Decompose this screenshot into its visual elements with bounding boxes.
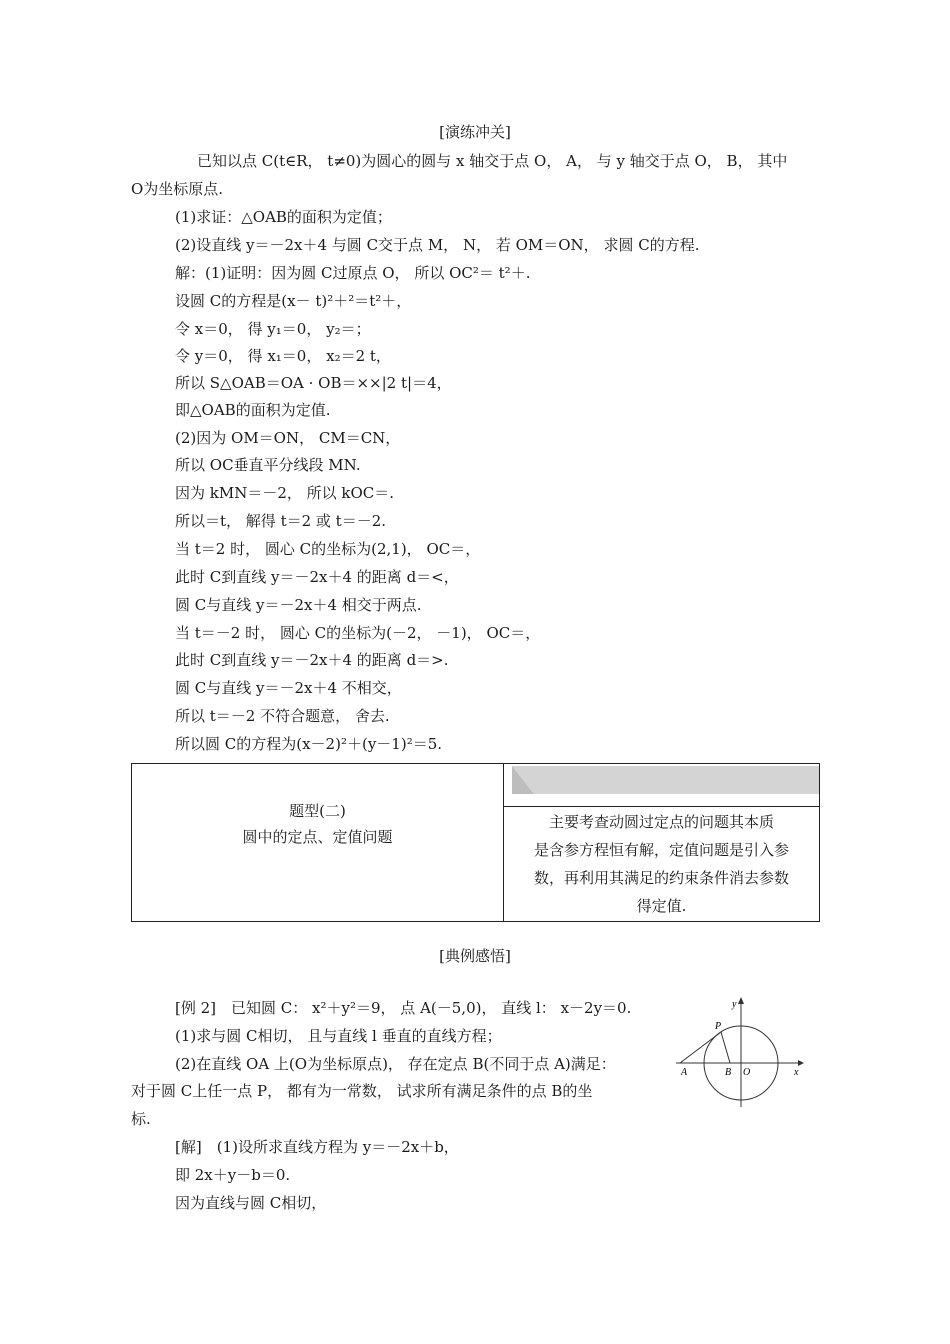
- label-y: y: [732, 999, 737, 1010]
- topic-description-cell: [504, 764, 819, 921]
- label-a: A: [681, 1067, 688, 1078]
- solution-line-7: (2)因为 OM＝ON， CM＝CN，: [175, 429, 401, 447]
- example-line-2: (1)求与圆 C相切， 且与直线 l 垂直的直线方程；: [175, 1027, 502, 1045]
- solution-line-18: 所以圆 C的方程为(x－2)²＋(y－1)²＝5.: [175, 735, 443, 753]
- solution-line-11: 当 t＝2 时， 圆心 C的坐标为(2,1)， OC＝，: [175, 540, 481, 558]
- question-1: (1)求证：△OAB的面积为定值；: [175, 208, 392, 226]
- example-solution-line-2: 即 2x＋y－b＝0.: [175, 1166, 291, 1184]
- example-line-1: [例 2] 已知圆 C： x²＋y²＝9， 点 A(－5,0)， 直线 l： x－2y＝0.: [175, 999, 632, 1017]
- example-line-3: (2)在直线 OA 上(O为坐标原点)， 存在定点 B(不同于点 A)满足：: [175, 1055, 616, 1073]
- topic-subtitle: 圆中的定点、定值问题: [242, 828, 393, 846]
- topic-description-line-1: 主要考查动圆过定点的问题其本质: [548, 813, 774, 831]
- topic-box: [131, 763, 820, 922]
- question-2: (2)设直线 y＝－2x＋4 与圆 C交于点 M， N， 若 OM＝ON， 求圆 C的方程.: [175, 236, 700, 254]
- solution-line-2: 设圆 C的方程是(x－ t)²＋²＝t²＋，: [175, 292, 412, 310]
- solution-line-5: 所以 S△OAB＝OA · OB＝××|2 t|＝4，: [175, 374, 452, 392]
- circle-diagram: [670, 995, 805, 1110]
- solution-line-6: 即△OAB的面积为定值.: [175, 401, 331, 419]
- topic-description-line-2: 是含参方程恒有解，定值问题是引入参: [533, 841, 789, 859]
- example-line-5: 标.: [131, 1110, 151, 1128]
- example-solution-line-1: [解] (1)设所求直线方程为 y＝－2x＋b，: [175, 1138, 459, 1156]
- section-heading-examples: [典例感悟]: [439, 947, 511, 965]
- label-b: B: [725, 1067, 732, 1078]
- solution-line-10: 所以＝t， 解得 t＝2 或 t＝－2.: [175, 512, 387, 530]
- topic-description: [514, 808, 809, 920]
- topic-description-line-3: 数，再利用其满足的约束条件消去参数: [533, 869, 789, 887]
- label-p: P: [715, 1021, 722, 1032]
- segment-pb: [721, 1032, 730, 1063]
- topic-title: 题型(二): [289, 802, 346, 820]
- gray-banner-decoration: [504, 764, 819, 806]
- solution-line-1: 解：(1)证明：因为圆 C过原点 O， 所以 OC²＝ t²＋.: [175, 264, 531, 282]
- topic-description-line-4: 得定值.: [636, 897, 687, 915]
- divider: [504, 806, 819, 807]
- solution-line-9: 因为 kMN＝－2， 所以 kOC＝.: [175, 484, 395, 502]
- solution-line-12: 此时 C到直线 y＝－2x＋4 的距离 d＝<，: [175, 568, 459, 586]
- label-o: O: [743, 1067, 751, 1078]
- topic-title-cell: [132, 764, 504, 921]
- solution-line-8: 所以 OC垂直平分线段 MN.: [175, 456, 361, 474]
- segment-pa: [680, 1032, 721, 1063]
- problem-line-1: 已知以点 C(t∈R， t≠0)为圆心的圆与 x 轴交于点 O， A， 与 y 轴交于点 O， B， 其中: [197, 152, 788, 170]
- problem-line-2: O为坐标原点.: [131, 180, 224, 198]
- y-axis-arrow: [738, 997, 744, 1004]
- solution-line-17: 所以 t＝－2 不符合题意， 舍去.: [175, 707, 390, 725]
- solution-line-3: 令 x＝0， 得 y₁＝0， y₂＝；: [175, 320, 371, 338]
- solution-line-15: 此时 C到直线 y＝－2x＋4 的距离 d＝>.: [175, 651, 449, 669]
- section-heading-practice: [演练冲关]: [439, 123, 511, 141]
- solution-line-14: 当 t＝－2 时， 圆心 C的坐标为(－2， －1)， OC＝，: [175, 624, 541, 642]
- example-line-4: 对于圆 C上任一点 P， 都有为一常数， 试求所有满足条件的点 B的坐: [131, 1082, 593, 1100]
- solution-line-16: 圆 C与直线 y＝－2x＋4 不相交，: [175, 679, 402, 697]
- solution-line-4: 令 y＝0， 得 x₁＝0， x₂＝2 t，: [175, 347, 391, 365]
- solution-line-13: 圆 C与直线 y＝－2x＋4 相交于两点.: [175, 596, 422, 614]
- label-x: x: [794, 1067, 799, 1078]
- x-axis-arrow: [798, 1060, 804, 1066]
- example-solution-line-3: 因为直线与圆 C相切，: [175, 1194, 327, 1212]
